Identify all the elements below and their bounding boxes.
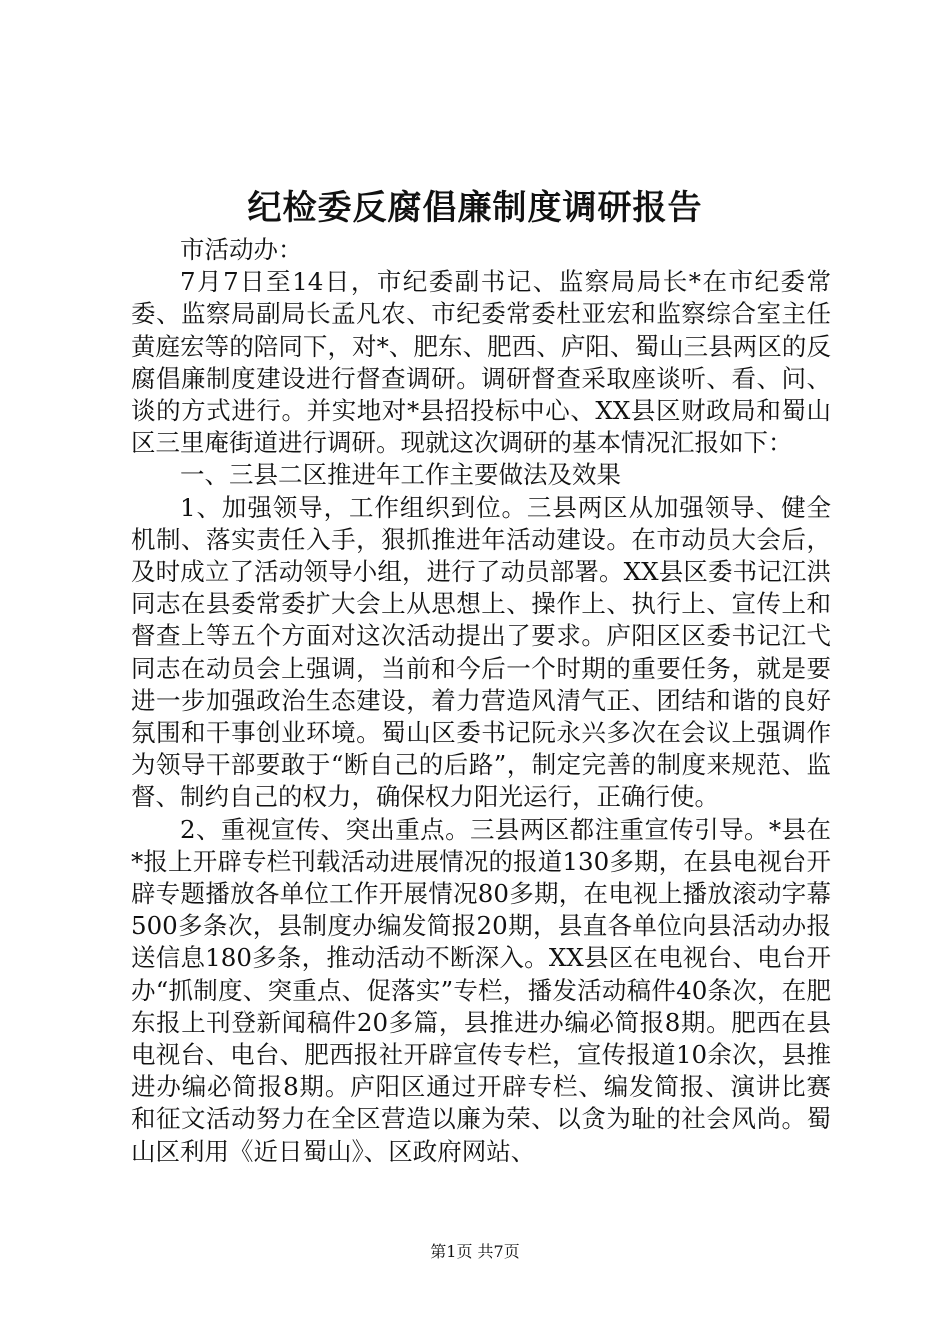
page-footer: 第1页 共7页 <box>430 1242 520 1261</box>
body-paragraph: 2、重视宣传、突出重点。三县两区都注重宣传引导。*县在*报上开辟专栏刊载活动进展情况的报道130多期，在县电视台开辟专题播放各单位工作开展情况80多期，在电视上播放滚动字幕500多条次，县制度办编发简报20期，县直各单位向县活动办报送信息180多条，推动活动不断深入。XX县区在电视台、电台开办“抓制度、突重点、促落实”专栏，播发活动稿件40条次，在肥东报上刊登新闻稿件20多篇，县推进办编必简报8期。肥西在县电视台、电台、肥西报社开辟宣传专栏，宣传报道10余次，县推进办编必简报8期。庐阳区通过开辟专栏、编发简报、演讲比赛和征文活动努力在全区营造以廉为荣、以贪为耻的社会风尚。蜀山区利用《近日蜀山》、区政府网站、 <box>131 814 831 1166</box>
section-heading: 一、三县二区推进年工作主要做法及效果 <box>180 460 621 490</box>
intro-paragraph: 7月7日至14日，市纪委副书记、监察局局长*在市纪委常委、监察局副局长孟凡农、市纪委常委杜亚宏和监察综合室主任黄庭宏等的陪同下，对*、肥东、肥西、庐阳、蜀山三县两区的反腐倡廉制度建设进行督查调研。调研督查采取座谈听、看、问、谈的方式进行。并实地对*县招投标中心、XX县区财政局和蜀山区三里庵街道进行调研。现就这次调研的基本情况汇报如下： <box>131 267 831 458</box>
document-title: 纪检委反腐倡廉制度调研报告 <box>247 188 703 228</box>
document-body <box>131 234 831 1168</box>
body-paragraph: 1、加强领导，工作组织到位。三县两区从加强领导、健全机制、落实责任入手，狠抓推进年活动建设。在市动员大会后，及时成立了活动领导小组，进行了动员部署。XX县区委书记江洪同志在县委常委扩大会上从思想上、操作上、执行上、宣传上和督查上等五个方面对这次活动提出了要求。庐阳区区委书记江弋同志在动员会上强调，当前和今后一个时期的重要任务，就是要进一步加强政治生态建设，着力营造风清气正、团结和谐的良好氛围和干事创业环境。蜀山区委书记阮永兴多次在会议上强调作为领导干部要敢于“断自己的后路”，制定完善的制度来规范、监督、制约自己的权力，确保权力阳光运行，正确行使。 <box>131 492 831 812</box>
salutation-paragraph: 市活动办： <box>180 235 303 264</box>
